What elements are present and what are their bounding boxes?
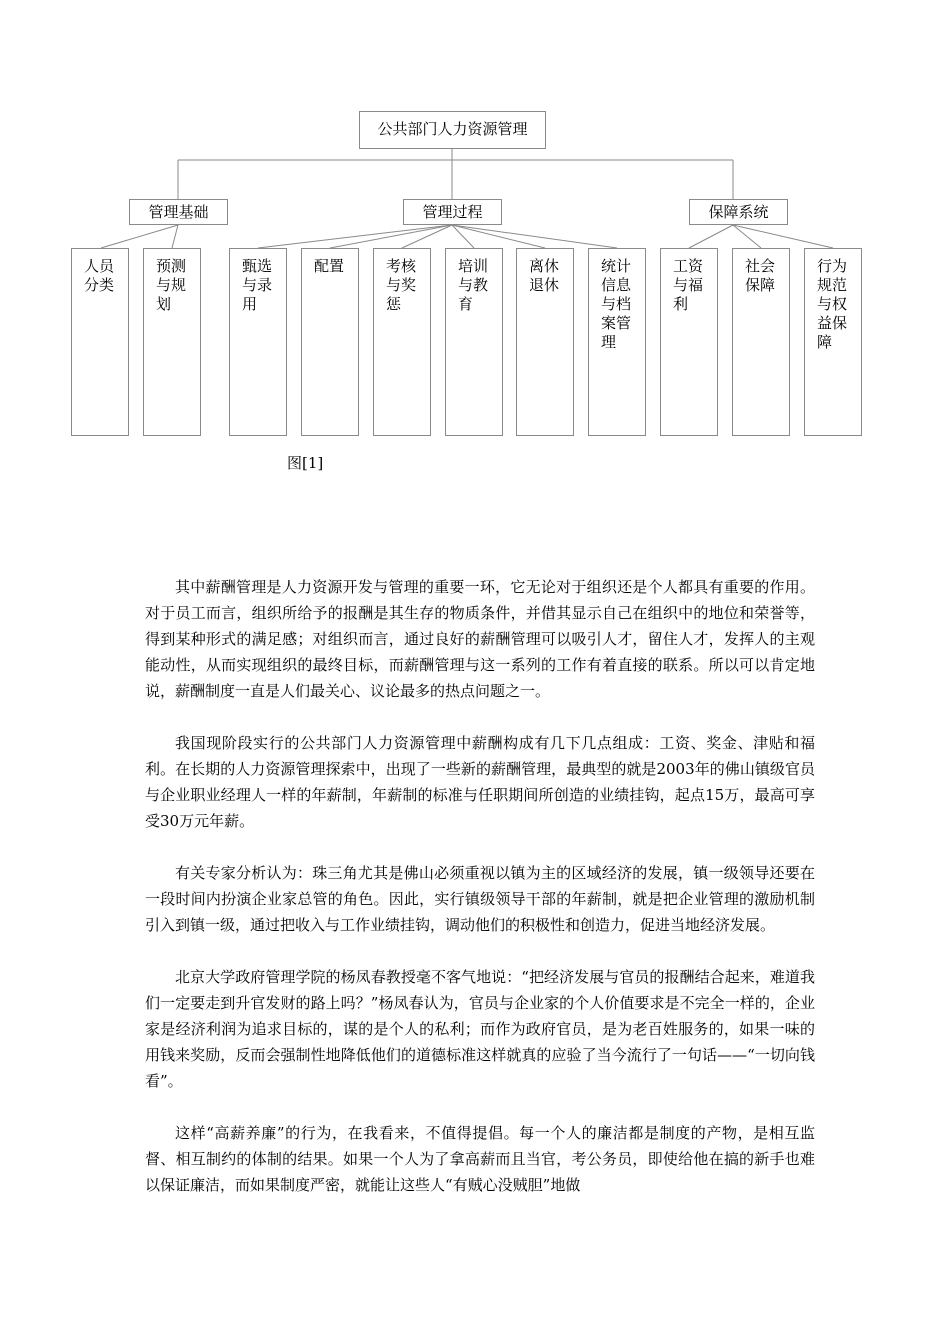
- paragraph: 有关专家分析认为：珠三角尤其是佛山必须重视以镇为主的区域经济的发展，镇一级领导还要在一段时间内扮演企业家总管的角色。因此，实行镇级领导干部的年薪制，就是把企业管理的激励机制引入到镇一级，通过把收入与工作业绩挂钩，调动他们的积极性和创造力，促进当地经济发展。: [145, 864, 815, 934]
- body-text: [145, 574, 815, 1224]
- leaf-node: 甄选与录用: [229, 248, 287, 436]
- group-node-management-process: 管理过程: [403, 199, 502, 225]
- leaf-node: 离休退休: [516, 248, 574, 436]
- leaf-node: 人员分类: [71, 248, 129, 436]
- leaf-node: 统计信息与档案管理: [588, 248, 646, 436]
- leaf-node: 社会保障: [732, 248, 790, 436]
- paragraph: 这样“高薪养廉”的行为，在我看来，不值得提倡。每一个人的廉洁都是制度的产物，是相互监督、相互制约的体制的结果。如果一个人为了拿高薪而且当官，考公务员，即使给他在搞的新手也难以保证廉洁，而如果制度严密，就能让这些人“有贼心没贼胆”地做: [145, 1124, 815, 1194]
- paragraph: 北京大学政府管理学院的杨凤春教授毫不客气地说：“把经济发展与官员的报酬结合起来，难道我们一定要走到升官发财的路上吗？”杨凤春认为，官员与企业家的个人价值要求是不完全一样的，企业家是经济利润为追求目标的，谋的是个人的私利；而作为政府官员，是为老百姓服务的，如果一味的用钱来奖励，反而会强制性地降低他们的道德标准这样就真的应验了当今流行了一句话——“一切向钱看”。: [145, 968, 815, 1090]
- leaf-node: 配置: [301, 248, 359, 436]
- figure-caption: 图[1]: [287, 454, 324, 472]
- leaf-node: 预测与规划: [143, 248, 201, 436]
- leaf-node: 考核与奖惩: [373, 248, 431, 436]
- leaf-node: 工资与福利: [660, 248, 718, 436]
- org-chart: [0, 0, 950, 480]
- leaf-node: 培训与教育: [445, 248, 503, 436]
- paragraph: 其中薪酬管理是人力资源开发与管理的重要一环，它无论对于组织还是个人都具有重要的作用。对于员工而言，组织所给予的报酬是其生存的物质条件，并借其显示自己在组织中的地位和荣誉等，得到某种形式的满足感；对组织而言，通过良好的薪酬管理可以吸引人才，留住人才，发挥人的主观能动性，从而实现组织的最终目标，而薪酬管理与这一系列的工作有着直接的联系。所以可以肯定地说，薪酬制度一直是人们最关心、议论最多的热点问题之一。: [145, 578, 815, 700]
- group-node-management-basis: 管理基础: [129, 199, 228, 225]
- leaf-node: 行为规范与权益保障: [804, 248, 862, 436]
- group-node-support-system: 保障系统: [689, 199, 788, 225]
- paragraph: 我国现阶段实行的公共部门人力资源管理中薪酬构成有几下几点组成：工资、奖金、津贴和福利。在长期的人力资源管理探索中，出现了一些新的薪酬管理，最典型的就是2003年的佛山镇级官员与企业职业经理人一样的年薪制，年薪制的标准与任职期间所创造的业绩挂钩，起点15万，最高可享受30万元年薪。: [145, 734, 815, 830]
- root-node: 公共部门人力资源管理: [359, 111, 546, 149]
